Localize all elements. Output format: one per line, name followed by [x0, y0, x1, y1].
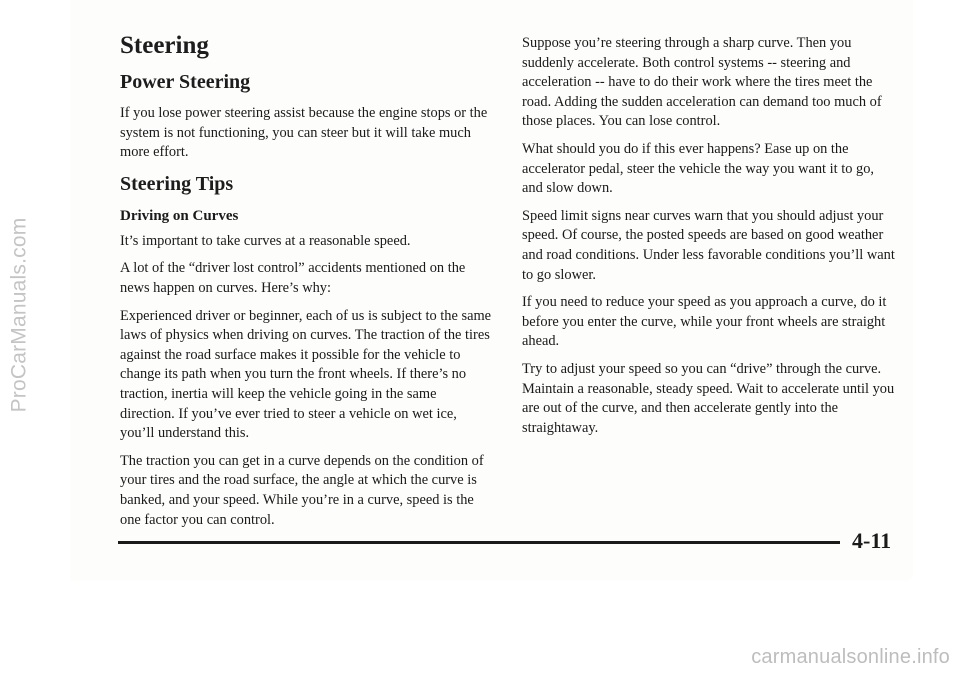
body-paragraph: Try to adjust your speed so you can “drive” through the curve. Maintain a reasonable, steady speed. Wait to accelerate until you are out of the curve, and then accelerate gently into the straightaway.: [522, 360, 895, 436]
page-number: 4-11: [852, 528, 892, 553]
right-column: [522, 34, 896, 446]
body-paragraph: Suppose you’re steering through a sharp curve. Then you suddenly accelerate. Both control systems -- steering and acceleration -- have to do their work where the tires meet the road. Adding the sudden acceleration can demand too much of those places. You can lose control.: [522, 35, 882, 130]
power-steering-paragraph: If you lose power steering assist because the engine stops or the system is not functioning, you can steer but it will take much more effort.: [120, 105, 488, 161]
body-paragraph: If you need to reduce your speed as you approach a curve, do it before you enter the curve, while your front wheels are straight ahead.: [522, 294, 887, 350]
power-steering-heading: Power Steering: [120, 71, 251, 93]
left-column: [120, 30, 492, 538]
side-watermark: [6, 120, 32, 510]
footer-rule: [118, 541, 840, 544]
body-paragraph: The traction you can get in a curve depends on the condition of your tires and the road surface, the angle at which the curve is banked, and your speed. While you’re in a curve, speed is the one factor you can control.: [120, 452, 484, 528]
body-paragraph: Experienced driver or beginner, each of us is subject to the same laws of physics when driving on curves. The traction of the tires against the road surface makes it possible for the vehicle to change its path when you turn the front wheels. If there’s no traction, inertia will keep the vehicle going in the same direction. If you’ve ever tried to steer a vehicle on wet ice, you’ll understand this.: [120, 307, 492, 442]
body-paragraph: What should you do if this ever happens? Ease up on the accelerator pedal, steer the vehicle the way you want it to go, and slow down.: [522, 140, 875, 197]
section-title: Steering: [120, 32, 209, 59]
side-watermark-text: ProCarManuals.com: [7, 217, 30, 413]
steering-tips-heading: Steering Tips: [120, 172, 234, 195]
body-paragraph: Speed limit signs near curves warn that you should adjust your speed. Of course, the posted speeds are based on good weather and road conditions. Under less favorable conditions you’ll want to go slower.: [522, 207, 895, 283]
body-paragraph: A lot of the “driver lost control” accidents mentioned on the news happen on curves. Here’s why:: [120, 260, 466, 296]
driving-on-curves-heading: Driving on Curves: [120, 207, 239, 224]
bottom-watermark: carmanualsonline.info: [751, 646, 950, 668]
body-paragraph: It’s important to take curves at a reasonable speed.: [120, 232, 411, 249]
